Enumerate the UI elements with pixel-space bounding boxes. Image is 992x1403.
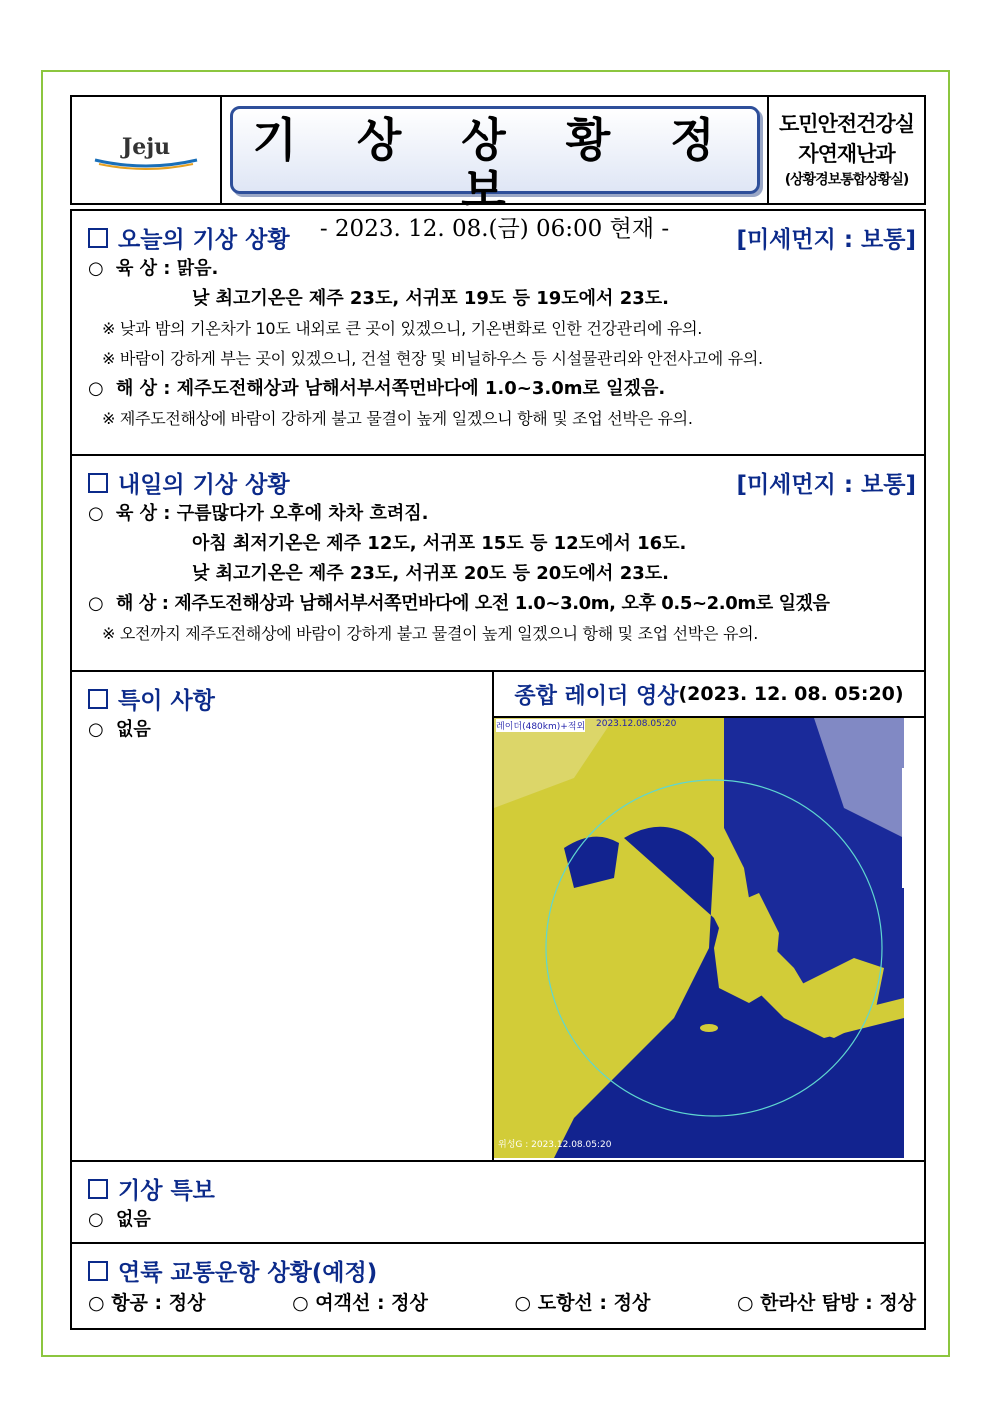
- today-note3: ※ 제주도전해상에 바람이 강하게 불고 물결이 높게 일겠으니 항해 및 조업 선박은 유의.: [102, 409, 693, 428]
- traffic-air: ○ 항공 : 정상: [88, 1292, 206, 1314]
- tomorrow-section: [72, 456, 924, 672]
- radar-title: 종합 레이더 영상 (2023. 12. 08. 05:20): [494, 672, 924, 718]
- warning-item: ○ 없음: [88, 1205, 916, 1235]
- traffic-island: ○ 도항선 : 정상: [514, 1292, 651, 1314]
- today-sea: ○ 해 상 : 제주도전해상과 남해서부서쪽먼바다에 1.0~3.0m로 일겠음.: [88, 374, 916, 404]
- radar-image: [494, 718, 924, 1160]
- today-dust: [미세먼지 : 보통]: [736, 227, 916, 253]
- traffic-row: [88, 1287, 916, 1319]
- today-land: ○ 육 상 : 맑음.: [88, 254, 916, 284]
- tomorrow-title: 내일의 기상 상황: [88, 466, 290, 499]
- checkbox-icon: [88, 1179, 108, 1199]
- special-section: [72, 672, 494, 1160]
- radar-time: 2023.12.08.05:20: [596, 719, 677, 729]
- checkbox-icon: [88, 473, 108, 493]
- jeju-logo-icon: [91, 130, 201, 170]
- dept-line2: 자연재난과: [798, 142, 895, 166]
- tomorrow-dust: [미세먼지 : 보통]: [736, 472, 916, 498]
- traffic-hallasan: ○ 한라산 탐방 : 정상: [736, 1292, 917, 1314]
- department: [769, 97, 924, 203]
- page-subtitle: - 2023. 12. 08.(금) 06:00 현재 -: [319, 216, 670, 242]
- checkbox-icon: [88, 689, 108, 709]
- checkbox-icon: [88, 1261, 108, 1281]
- today-land-temp: 낮 최고기온은 제주 23도, 서귀포 19도 등 19도에서 23도.: [192, 288, 669, 309]
- title-cell: [222, 97, 769, 242]
- dept-line1: 도민안전건강실: [778, 112, 914, 136]
- tomorrow-land-high: 낮 최고기온은 제주 23도, 서귀포 20도 등 20도에서 23도.: [192, 563, 669, 584]
- jeju-logo: [72, 97, 222, 203]
- special-radar-row: [72, 672, 924, 1162]
- today-note2: ※ 바람이 강하게 부는 곳이 있겠으니, 건설 현장 및 비닐하우스 등 시설물관리와 안전사고에 유의.: [102, 349, 763, 368]
- checkbox-icon: [88, 228, 108, 248]
- svg-text:Jeju: Jeju: [121, 134, 171, 160]
- today-section: [72, 211, 924, 456]
- dept-line3: (상황경보통합상황실): [784, 172, 909, 188]
- tomorrow-sea: ○ 해 상 : 제주도전해상과 남해서부서쪽먼바다에 오전 1.0~3.0m, 오후 0.5~2.0m로 일겠음: [88, 589, 916, 619]
- warning-section: [72, 1162, 924, 1244]
- special-item: ○ 없음: [88, 715, 484, 745]
- circle-bullet-icon: ○: [88, 1209, 104, 1230]
- radar-label: 레이더(480km)+적외: [496, 719, 585, 732]
- special-title: 특이 사항: [88, 682, 484, 715]
- radar-section: [494, 672, 924, 1160]
- warning-title: 기상 특보: [88, 1172, 916, 1205]
- radar-footer: 위성G : 2023.12.08.05:20: [498, 1140, 612, 1150]
- circle-bullet-icon: ○: [88, 503, 104, 524]
- weather-report: [70, 95, 926, 1330]
- circle-bullet-icon: ○: [88, 258, 104, 279]
- circle-bullet-icon: ○: [88, 593, 104, 614]
- tomorrow-note1: ※ 오전까지 제주도전해상에 바람이 강하게 불고 물결이 높게 일겠으니 항해 및 조업 선박은 유의.: [102, 624, 759, 643]
- radar-map-icon: [494, 718, 904, 1158]
- page-title: 기 상 상 황 정 보: [252, 113, 737, 217]
- title-box: [230, 106, 760, 242]
- tomorrow-land-low: 아침 최저기온은 제주 12도, 서귀포 15도 등 12도에서 16도.: [192, 533, 687, 554]
- circle-bullet-icon: ○: [88, 378, 104, 399]
- traffic-section: [72, 1244, 924, 1328]
- report-body: [70, 209, 926, 1330]
- today-note1: ※ 낮과 밤의 기온차가 10도 내외로 큰 곳이 있겠으니, 기온변화로 인한 건강관리에 유의.: [102, 319, 703, 338]
- today-title: 오늘의 기상 상황: [88, 221, 290, 254]
- traffic-title: 연륙 교통운항 상황(예정): [88, 1254, 916, 1287]
- tomorrow-land: ○ 육 상 : 구름많다가 오후에 차차 흐려짐.: [88, 499, 916, 529]
- circle-bullet-icon: ○: [88, 719, 104, 740]
- traffic-ferry: ○ 여객선 : 정상: [292, 1292, 428, 1314]
